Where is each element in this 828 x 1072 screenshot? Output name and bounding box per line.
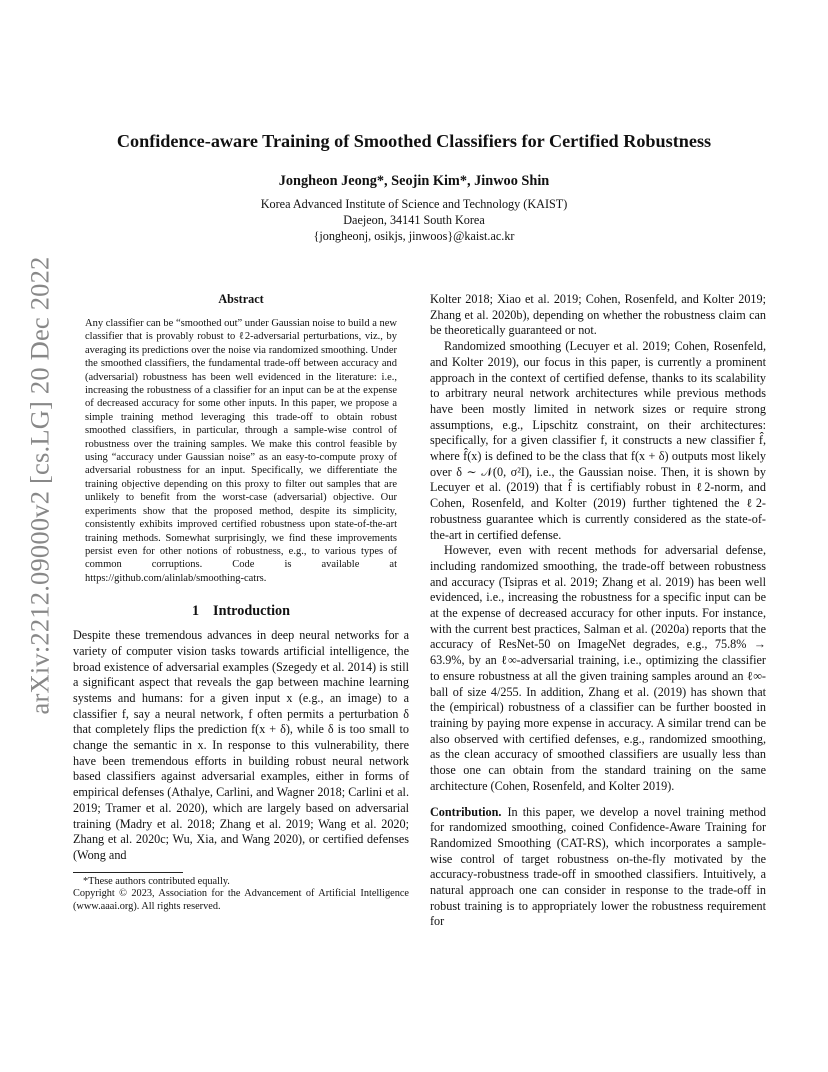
paper-authors: Jongheon Jeong*, Seojin Kim*, Jinwoo Shin: [278, 173, 550, 189]
abstract-text: Any classifier can be “smoothed out” under Gaussian noise to build a new classifier that is provably robust to ℓ2-adversarial perturbations, viz., by averaging its predictions over the noise via randomized smoothing. Under the smoothed classifiers, the fundamental trade-off between accuracy and (adversarial) robustness has been well evidenced in the literature: i.e., increasing the robustness of a classifier for an input can be at the expense of decreased accuracy for some other inputs. In this paper, we propose a simple training method leveraging this trade-off to obtain robust smoothed classifiers, in particular, through a sample-wise control of robustness over the training samples. We make this control feasible by using “accuracy under Gaussian noise” as an easy-to-compute proxy of adversarial robustness for an input. Specifically, we differentiate the training objective depending on this proxy to filter out samples that are unlikely to benefit from the worst-case (adversarial) objective. Our experiments show that the proposed method, despite its simplicity, consistently exhibits improved certified robustness upon state-of-the-art training methods. Somewhat surprisingly, we find these improvements persist even for other notions of robustness, e.g., to various types of common corruptions. Code is available at https://github.com/alinlab/smoothing-catrs.: [85, 318, 398, 584]
section-heading-introduction: [73, 603, 409, 620]
intro-paragraph-3: However, even with recent methods for adversarial defense, including randomized smoothing, the trade-off between robustness and accuracy (Tsipras et al. 2019; Zhang et al. 2019) has been well evidenced, i.e., increasing the robustness for a specific input can be at the expense of decreased accuracy for other inputs. For instance, with the current best practices, Salman et al. (2020a) reports that the accuracy of ResNet-50 on ImageNet degrades, e.g., 75.8% → 63.9%, by an ℓ∞-adversarial training, i.e., optimizing the classifier to ensure robustness at all the given training samples around an ℓ∞-ball of size 4/255. In addition, Zhang et al. (2019) has shown that the (empirical) robustness of a classifier can be further boosted in training by paying more expense in accuracy. A similar trend can be also observed with certified defenses, e.g., randomized smoothing, as the clean accuracy of smoothed classifiers are usually less than those one can obtain from the standard training on the same architecture (Cohen, Rosenfeld, and Kolter 2019).: [430, 543, 766, 793]
footnote-equal-contribution: *These authors contributed equally.: [83, 875, 230, 887]
contribution-text: In this paper, we develop a novel training method for randomized smoothing, coined Confidence-Aware Training for Randomized Smoothing (CAT-RS), which incorporates a sample-wise control of target robustness on-the-fly motivated by the accuracy-robustness trade-off in smoothed classifiers. Intuitively, a natural approach one can consider in response to the trade-off in robust training is to appropriately lower the robustness requirement for: [430, 804, 766, 929]
section-title: Introduction: [213, 603, 291, 620]
abstract-heading: Abstract: [218, 292, 264, 306]
section-number: 1: [191, 603, 200, 620]
affiliation-line-1: Korea Advanced Institute of Science and Technology (KAIST): [260, 197, 568, 211]
contribution-heading: Contribution.: [430, 804, 502, 819]
arxiv-watermark: [20, 255, 60, 715]
left-column: [73, 292, 409, 914]
arxiv-id: arXiv:2212.09000v2 [cs.LG] 20 Dec 2022: [24, 255, 55, 715]
footnote-divider: [73, 872, 183, 873]
affiliation-line-2: Daejeon, 34141 South Korea: [343, 213, 485, 227]
paragraph-gap: [430, 795, 766, 805]
paper-title: Confidence-aware Training of Smoothed Classifiers for Certified Robustness: [116, 131, 712, 151]
footnote-copyright: Copyright © 2023, Association for the Advancement of Artificial Intelligence (www.aaai.org). All rights reserved.: [73, 888, 409, 913]
intro-paragraph-1: Despite these tremendous advances in deep neural networks for a variety of computer vision tasks towards artificial intelligence, the broad existence of adversarial examples (Szegedy et al. 2014) is still a significant aspect that reveals the gap between machine learning systems and humans: for a given input x (e.g., an image) to a classifier f, say a neural network, f often permits a perturbation δ that completely flips the prediction f(x + δ), while δ is too small to change the semantic in x. In response to this vulnerability, there have been tremendous efforts in building robust neural network based classifiers against adversarial examples, either in forms of empirical defenses (Athalye, Carlini, and Wagner 2018; Carlini et al. 2019; Tramer et al. 2020), which are largely based on adversarial training (Madry et al. 2018; Zhang et al. 2019; Wang et al. 2020; Zhang et al. 2020c; Wu, Xia, and Wang 2020), or certified defenses (Wong and: [73, 628, 409, 862]
affiliation: [70, 196, 758, 244]
intro-continuation: Kolter 2018; Xiao et al. 2019; Cohen, Rosenfeld, and Kolter 2019; Zhang et al. 2020b), depending on whether the robustness claim can be theoretically guaranteed or not.: [430, 292, 766, 338]
contribution-paragraph: [430, 805, 766, 931]
paper-header: [70, 130, 758, 244]
right-column: [430, 292, 766, 930]
affiliation-line-3: {jongheonj, osikjs, jinwoos}@kaist.ac.kr: [313, 229, 515, 243]
intro-paragraph-2: Randomized smoothing (Lecuyer et al. 2019; Cohen, Rosenfeld, and Kolter 2019), our focus in this paper, is currently a prominent approach in the context of certified defense, thanks to its scalability to arbitrary neural network architectures while previous methods have been mostly limited in network sizes or require strong assumptions, e.g., Lipschitz constraint, on their architectures: specifically, for a given classifier f, it constructs a new classifier f̂, where f̂(x) is defined to be the class that f(x + δ) outputs most likely over δ ∼ 𝒩(0, σ²I), i.e., the Gaussian noise. Then, it is shown by Lecuyer et al. (2019) that f̂ is certifiably robust in ℓ2-norm, and Cohen, Rosenfeld, and Kolter (2019) further tightened the ℓ2-robustness guarantee which is currently considered as the state-of-the-art in certified defense.: [430, 339, 766, 542]
